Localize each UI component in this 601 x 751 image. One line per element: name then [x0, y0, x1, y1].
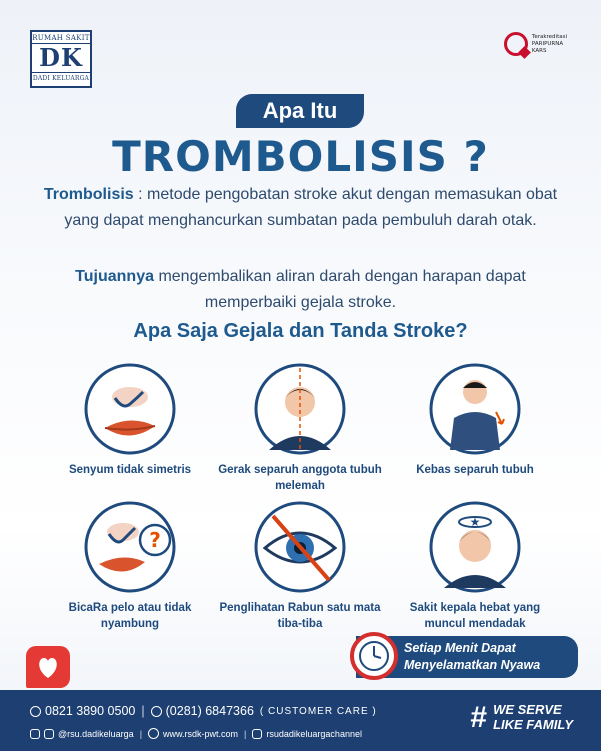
symptom-caption: Sakit kepala hebat yang muncul mendadak: [409, 602, 541, 630]
minute-banner: [356, 636, 578, 678]
definition-term: Trombolisis: [43, 186, 134, 203]
symptom-speech: [45, 500, 215, 632]
accreditation-badge: [504, 32, 567, 56]
asymmetric-smile-icon: [83, 362, 177, 456]
purpose-paragraph: [40, 264, 561, 316]
purpose-text: mengembalikan aliran darah dengan harapan dapat memperbaiki gejala stroke.: [154, 268, 526, 311]
footer-landline[interactable]: (0281) 6847366: [165, 704, 254, 718]
symptom-caption: Gerak separuh anggota tubuh melemah: [218, 464, 382, 492]
whatsapp-icon: [30, 706, 41, 717]
symptom-headache: [390, 500, 560, 632]
blurred-vision-icon: [253, 500, 347, 594]
main-title: TROMBOLISIS ?: [112, 132, 489, 181]
footer: 0821 3890 0500 | (0281) 6847366 ( CUSTOMER CARE ) @rsu.dadikeluarga | www.rsdk-pwt.com | rsudadikeluargachannel # WE SERVE LIKE FAMILY: [0, 690, 601, 751]
symptom-smile: [45, 362, 215, 478]
youtube-icon: [252, 729, 262, 739]
footer-website[interactable]: www.rsdk-pwt.com: [163, 728, 239, 739]
symptom-caption: Penglihatan Rabun satu mata tiba-tiba: [219, 602, 381, 630]
footer-instagram[interactable]: @rsu.dadikeluarga: [58, 728, 134, 739]
globe-icon: [148, 728, 159, 739]
footer-phone[interactable]: 0821 3890 0500: [45, 704, 136, 718]
svg-text:?: ?: [149, 528, 161, 552]
instagram-icon: [44, 729, 54, 739]
symptom-weakness: [215, 362, 385, 494]
tagline: [470, 702, 573, 732]
hashtag-icon: #: [470, 700, 488, 734]
symptoms-heading: Apa Saja Gejala dan Tanda Stroke?: [133, 320, 468, 342]
logo-monogram: DK: [39, 43, 83, 72]
symptom-caption: BicaRa pelo atau tidak nyambung: [68, 602, 192, 630]
banner-line2: Menyelamatkan Nyawa: [404, 658, 541, 672]
logo-top-text: RUMAH SAKIT: [32, 34, 90, 42]
symptom-caption: Kebas separuh tubuh: [416, 464, 534, 476]
footer-youtube[interactable]: rsudadikeluargachannel: [266, 728, 362, 739]
accred-line1: Terakreditasi: [531, 33, 567, 40]
clock-icon: [350, 632, 398, 680]
svg-text:★: ★: [469, 515, 481, 529]
title-pill: Apa Itu: [236, 94, 364, 128]
heart-icon: [26, 646, 70, 688]
half-body-weakness-icon: [253, 362, 347, 456]
banner-line1: Setiap Menit Dapat: [404, 641, 516, 655]
tagline-line2: LIKE FAMILY: [493, 717, 573, 732]
headache-icon: [428, 500, 522, 594]
symptom-caption: Senyum tidak simetris: [68, 464, 192, 476]
symptom-numbness: [390, 362, 560, 478]
phone-icon: [151, 706, 162, 717]
definition-paragraph: [40, 182, 561, 234]
symptom-vision: [215, 500, 385, 632]
purpose-term: Tujuannya: [75, 268, 154, 285]
logo-bottom-text: DADI KELUARGA: [32, 72, 90, 82]
slurred-speech-icon: [83, 500, 177, 594]
kars-icon: [504, 32, 528, 56]
customer-care-label: ( CUSTOMER CARE ): [259, 705, 377, 717]
numbness-icon: [428, 362, 522, 456]
tagline-line1: WE SERVE: [493, 702, 562, 717]
hospital-logo: [30, 30, 92, 88]
definition-text: : metode pengobatan stroke akut dengan memasukan obat yang dapat menghancurkan sumbatan pada pembuluh darah otak.: [64, 186, 558, 229]
accred-line2: PARIPURNA: [531, 40, 564, 47]
facebook-icon: [30, 729, 40, 739]
accred-line3: KARS: [531, 47, 547, 54]
